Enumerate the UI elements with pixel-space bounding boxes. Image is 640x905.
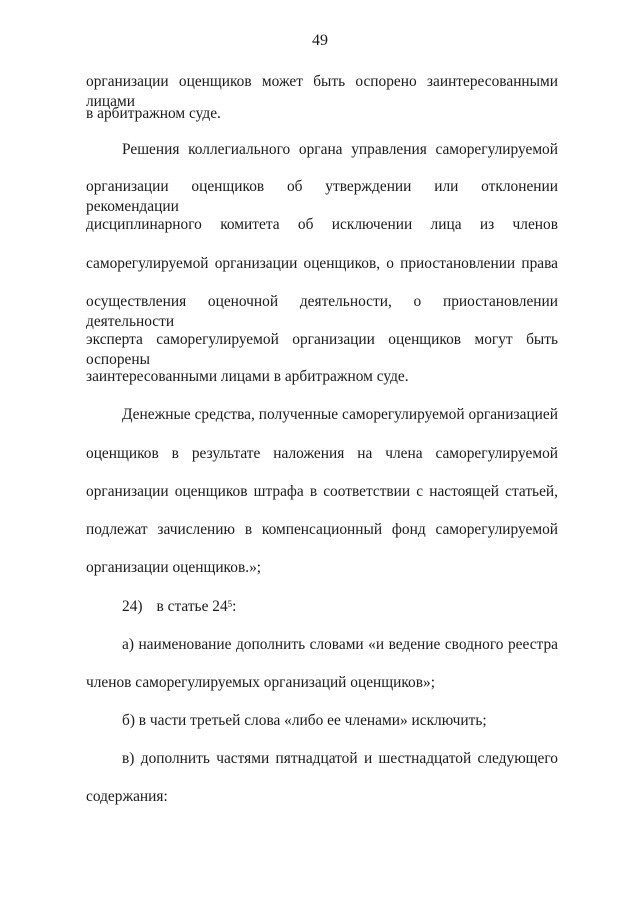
list-number: 24) (122, 598, 143, 615)
text-line: членов саморегулируемых организаций оценщиков»; (86, 674, 435, 691)
text-line: осуществления оценочной деятельности, о приостановлении деятельности (86, 293, 558, 330)
text-line: Денежные средства, полученные саморегулируемой организацией (122, 406, 558, 423)
text-line: в арбитражном суде. (86, 105, 221, 122)
text-line: в) дополнить частями пятнадцатой и шестнадцатой следующего (122, 750, 558, 767)
page-number: 49 (312, 32, 328, 49)
text-line: оценщиков в результате наложения на члена саморегулируемой (86, 445, 558, 462)
text-line: а) наименование дополнить словами «и ведение сводного реестра (122, 636, 558, 653)
text-line: заинтересованными лицами в арбитражном суде. (86, 368, 409, 385)
text-line: подлежат зачислению в компенсационный фонд саморегулируемой (86, 521, 558, 538)
text-line: организации оценщиков.»; (86, 559, 262, 576)
text-line: эксперта саморегулируемой организации оценщиков могут быть оспорены (86, 331, 558, 368)
text-line: организации оценщиков штрафа в соответствии с настоящей статьей, (86, 483, 558, 500)
list-text: в статье 24 (156, 598, 228, 615)
text-line: организации оценщиков об утверждении или отклонении рекомендации (86, 178, 558, 215)
text-line: б) в части третьей слова «либо ее членами» исключить; (122, 712, 487, 729)
superscript: 5 (227, 599, 233, 609)
text-line: саморегулируемой организации оценщиков, о приостановлении права (86, 255, 558, 272)
text-line: организации оценщиков может быть оспорено заинтересованными лицами (86, 73, 558, 110)
list-item: 24) в статье $24^5$: (122, 598, 237, 615)
text-line: дисциплинарного комитета об исключении лица из членов (86, 216, 558, 233)
text-line: содержания: (86, 788, 168, 805)
text-line: Решения коллегиального органа управления саморегулируемой (122, 141, 558, 158)
